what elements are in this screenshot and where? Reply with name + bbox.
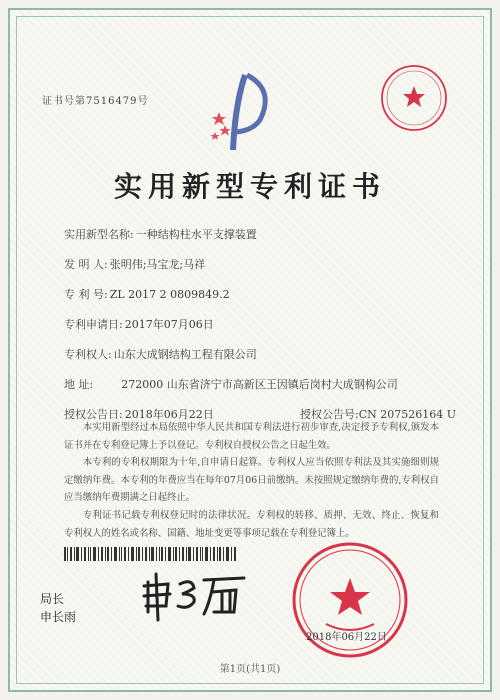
field-value: 2017年07月06日	[124, 318, 214, 331]
certificate-number: 证书号第7516479号	[42, 96, 149, 107]
certificate-body-text	[64, 419, 439, 542]
field-patent-number	[64, 286, 230, 302]
field-value: 张明伟;马宝龙;马祥	[109, 258, 206, 271]
field-address	[64, 376, 398, 392]
field-patent-holder	[64, 346, 257, 362]
field-filing-date	[64, 316, 214, 332]
page-number: 第1页(共1页)	[219, 664, 281, 675]
director-name: 申长雨	[40, 610, 77, 624]
field-label: 地 址:	[64, 378, 94, 391]
field-value: 山东大成钢结构工程有限公司	[113, 348, 257, 361]
certificate-title: 实用新型专利证书	[113, 170, 386, 203]
issue-date: 2018年06月22日	[306, 632, 387, 643]
barcode-icon	[64, 547, 236, 561]
field-label: 发 明 人:	[64, 258, 108, 271]
field-label: 专 利 号:	[64, 288, 108, 301]
field-value: ZL 2017 2 0809849.2	[109, 288, 230, 301]
field-inventor	[64, 256, 205, 272]
field-label: 实用新型名称:	[64, 228, 134, 241]
field-value: 272000 山东省济宁市高新区王因镇后岗村大成钢构公司	[121, 378, 398, 391]
field-label: 专利申请日:	[64, 318, 123, 331]
field-label: 专利权人:	[64, 348, 112, 361]
official-seal-icon	[378, 62, 450, 134]
body-paragraph: 本专利的专利权期限为十年,自申请日起算。专利权人应当依照专利法及其实施细则规定缴纳年费。本专利的年费应当在每年07月06日前缴纳。未按照规定缴纳年费的,专利权自应当缴纳年费期满之日起终止。	[64, 457, 439, 504]
field-value: 2018年06月22日	[124, 408, 214, 421]
body-paragraph: 专利证书记载专利权登记时的法律状况。专利权的转移、质押、无效、终止、恢复和专利权人的姓名或名称、国籍、地址变更等事项记载在专利登记簿上。	[64, 509, 439, 539]
body-paragraph: 本实用新型经过本局依照中华人民共和国专利法进行初步审查,决定授予专利权,颁发本证书并在专利登记簿上予以登记。专利权自授权公告之日起生效。	[64, 422, 439, 451]
director-signature-icon	[140, 572, 250, 622]
field-label: 授权公告日:	[64, 408, 123, 421]
field-value: CN 207526164 U	[358, 408, 457, 421]
director-title: 局长	[40, 592, 65, 606]
field-label: 授权公告号:	[300, 408, 359, 421]
field-value: 一种结构柱水平支撑装置	[135, 228, 257, 241]
field-utility-model-name	[64, 226, 257, 242]
patent-office-logo-icon	[205, 70, 285, 160]
